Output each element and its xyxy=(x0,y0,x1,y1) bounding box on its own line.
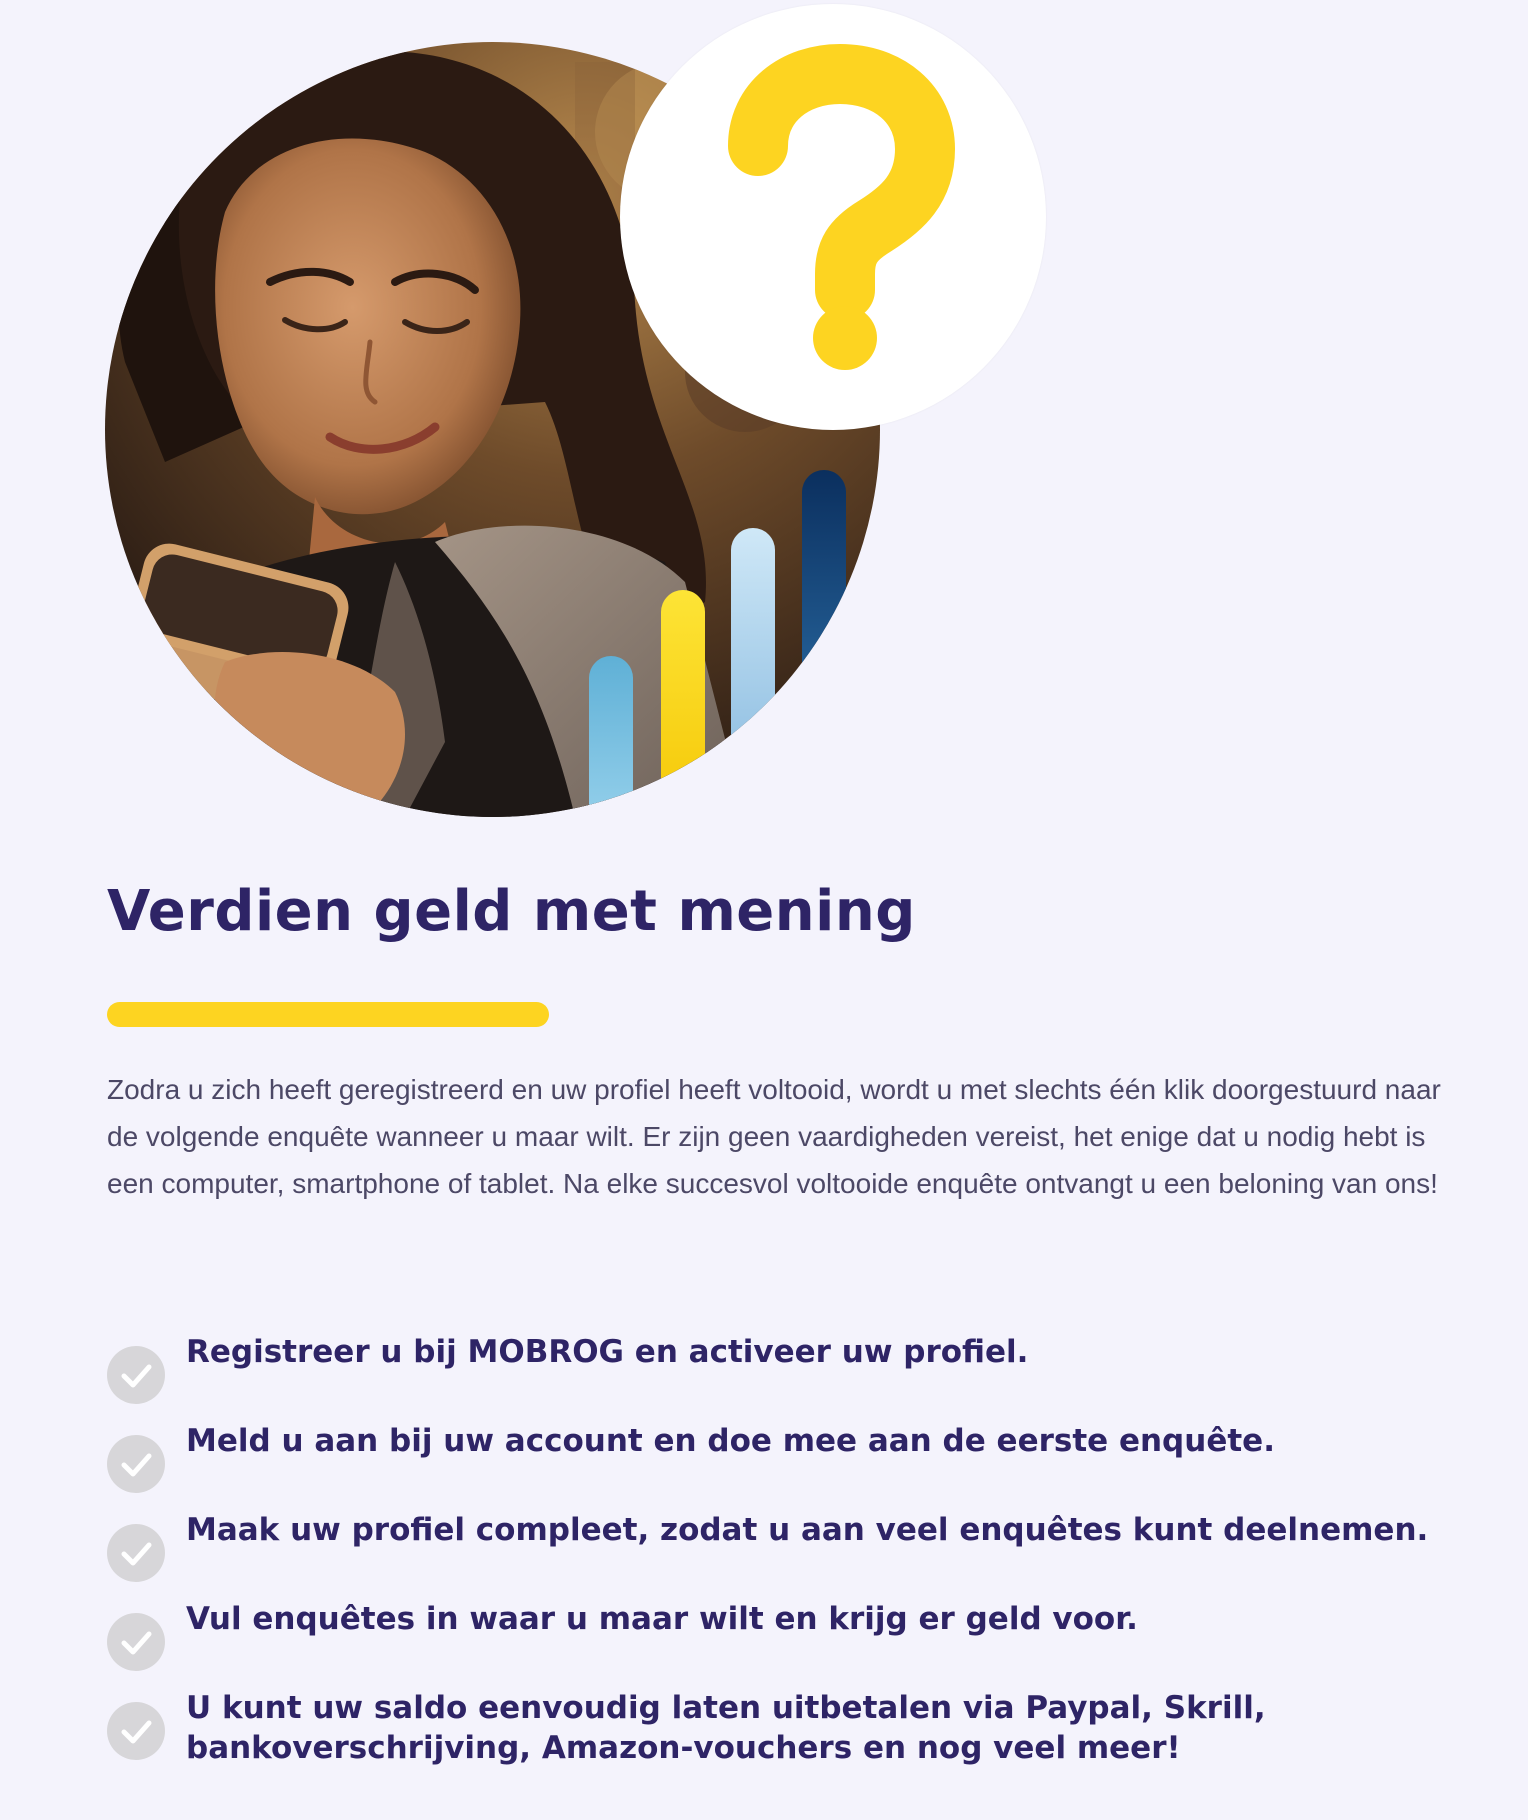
page-title: Verdien geld met mening xyxy=(107,879,916,944)
question-mark-badge xyxy=(620,4,1046,430)
step-text: Vul enquêtes in waar u maar wilt en krijg er geld voor. xyxy=(186,1601,1138,1637)
check-circle-icon xyxy=(107,1346,165,1404)
step-text: U kunt uw saldo eenvoudig laten uitbetalen via Paypal, Skrill, bankoverschrijving, Amazon-vouchers en nog veel meer! xyxy=(186,1690,1266,1766)
step-text: Maak uw profiel compleet, zodat u aan veel enquêtes kunt deelnemen. xyxy=(186,1512,1429,1548)
title-underline-bar xyxy=(107,1002,549,1027)
check-circle-icon xyxy=(107,1435,165,1493)
intro-paragraph: Zodra u zich heeft geregistreerd en uw profiel heeft voltooid, wordt u met slechts één klik doorgestuurd naar de volgende enquête wanneer u maar wilt. Er zijn geen vaardigheden vereist, het enige dat u nodig hebt is een computer, smartphone of tablet. Na elke succesvol voltooide enquête ontvangt u een beloning van ons! xyxy=(107,1074,1441,1199)
hero-illustration xyxy=(0,0,1528,840)
question-mark-icon xyxy=(620,4,1046,430)
step-item xyxy=(107,1421,1487,1510)
steps-list xyxy=(107,1332,1487,1788)
step-item xyxy=(107,1332,1487,1421)
step-text: Meld u aan bij uw account en doe mee aan de eerste enquête. xyxy=(186,1423,1275,1459)
check-circle-icon xyxy=(107,1702,165,1760)
step-item xyxy=(107,1688,1487,1788)
step-item xyxy=(107,1599,1487,1688)
step-text: Registreer u bij MOBROG en activeer uw profiel. xyxy=(186,1334,1029,1370)
step-item xyxy=(107,1510,1487,1599)
check-circle-icon xyxy=(107,1524,165,1582)
check-circle-icon xyxy=(107,1613,165,1671)
